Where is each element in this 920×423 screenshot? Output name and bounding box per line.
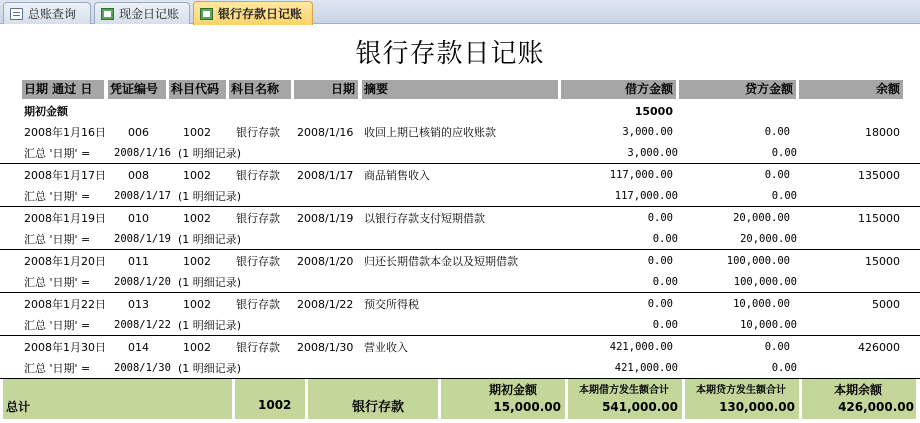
voucher-no: 010 [128,212,149,225]
tab-cash-journal[interactable] [94,2,190,24]
col-header-account-name: 科目名称 [229,80,291,99]
subtotal-date: 2008/1/30 [114,362,171,374]
document-tab-bar [0,0,920,24]
debit-amount: 421,000.00 [609,341,673,353]
footer-closing-label: 本期余额 [833,383,882,397]
subtotal-credit: 10,000.00 [740,319,797,331]
credit-amount: 0.00 [764,169,790,181]
opening-value: 15000 [634,105,673,118]
entry-summary: 营业收入 [364,341,408,354]
account-code: 1002 [183,169,211,182]
col-header-balance: 余额 [799,80,903,99]
balance-amount: 15000 [865,255,900,268]
report-icon [101,8,114,20]
footer-account-code: 1002 [258,398,292,412]
entry-summary: 收回上期已核销的应收账款 [364,126,496,139]
debit-amount: 117,000.00 [609,169,673,181]
entry-summary: 归还长期借款本金以及短期借款 [364,255,518,268]
group-date: 2008年1月22日 [24,298,106,311]
subtotal-label: 汇总 '日期' = [24,233,91,246]
subtotal-debit: 0.00 [652,276,678,288]
account-name: 银行存款 [236,126,280,139]
subtotal-count: (1 明细记录) [178,147,242,160]
group-date: 2008年1月17日 [24,169,106,182]
footer-credit-label: 本期贷方发生额合计 [696,385,786,396]
debit-amount: 0.00 [647,212,673,224]
account-name: 银行存款 [236,255,280,268]
opening-label: 期初金额 [24,105,68,118]
report-title: 银行存款日记账 [355,39,545,69]
col-header-date: 日期 [294,80,358,99]
col-header-debit: 借方金额 [561,80,676,99]
col-header-summary: 摘要 [362,80,558,99]
balance-amount: 426000 [858,341,900,354]
entry-summary: 商品销售收入 [364,169,430,182]
subtotal-debit: 0.00 [652,319,678,331]
group-divider [0,206,920,207]
footer-account-name: 银行存款 [352,400,405,415]
balance-amount: 5000 [872,298,900,311]
footer-cell-total [3,379,232,419]
group-divider [0,249,920,250]
subtotal-count: (1 明细记录) [178,233,242,246]
subtotal-credit: 0.00 [771,362,797,374]
account-code: 1002 [183,255,211,268]
footer-debit-label: 本期借方发生额合计 [579,385,669,396]
col-header-account-code: 科目代码 [169,80,226,99]
tab-label: 现金日记账 [119,7,180,21]
entry-date: 2008/1/30 [297,341,354,354]
account-code: 1002 [183,126,211,139]
subtotal-label: 汇总 '日期' = [24,319,91,332]
entry-date: 2008/1/22 [297,298,354,311]
credit-amount: 0.00 [764,341,790,353]
footer-debit-value: 541,000.00 [602,400,678,414]
col-header-voucher-no: 凭证编号 [108,80,166,99]
group-divider [0,335,920,336]
tab-bank-deposit-journal[interactable] [193,1,313,25]
entry-date: 2008/1/20 [297,255,354,268]
account-code: 1002 [183,298,211,311]
subtotal-label: 汇总 '日期' = [24,362,91,375]
account-code: 1002 [183,212,211,225]
col-header-credit: 贷方金额 [679,80,796,99]
voucher-no: 013 [128,298,149,311]
group-date: 2008年1月20日 [24,255,106,268]
subtotal-count: (1 明细记录) [178,319,242,332]
balance-amount: 18000 [865,126,900,139]
subtotal-label: 汇总 '日期' = [24,147,91,160]
credit-amount: 100,000.00 [726,255,790,267]
debit-amount: 0.00 [647,298,673,310]
subtotal-credit: 100,000.00 [733,276,797,288]
subtotal-credit: 0.00 [771,190,797,202]
voucher-no: 006 [128,126,149,139]
subtotal-label: 汇总 '日期' = [24,190,91,203]
footer-opening-value: 15,000.00 [493,400,561,414]
tab-label: 银行存款日记账 [218,7,303,21]
subtotal-date: 2008/1/17 [114,190,171,202]
subtotal-debit: 117,000.00 [614,190,678,202]
subtotal-debit: 421,000.00 [614,362,678,374]
credit-amount: 20,000.00 [733,212,790,224]
footer-closing-value: 426,000.00 [838,400,914,414]
balance-amount: 115000 [858,212,900,225]
col-header-date-group: 日期 通过 日 [22,80,104,99]
subtotal-date: 2008/1/16 [114,147,171,159]
credit-amount: 10,000.00 [733,298,790,310]
voucher-no: 008 [128,169,149,182]
group-date: 2008年1月19日 [24,212,106,225]
subtotal-count: (1 明细记录) [178,362,242,375]
voucher-no: 011 [128,255,149,268]
group-date: 2008年1月30日 [24,341,106,354]
balance-amount: 135000 [858,169,900,182]
tab-label: 总账查询 [28,7,77,21]
entry-date: 2008/1/19 [297,212,354,225]
account-name: 银行存款 [236,169,280,182]
subtotal-debit: 0.00 [652,233,678,245]
account-name: 银行存款 [236,212,280,225]
subtotal-debit: 3,000.00 [627,147,678,159]
debit-amount: 0.00 [647,255,673,267]
credit-amount: 0.00 [764,126,790,138]
account-name: 银行存款 [236,298,280,311]
entry-summary: 以银行存款支付短期借款 [364,212,485,225]
footer-credit-value: 130,000.00 [719,400,795,414]
subtotal-label: 汇总 '日期' = [24,276,91,289]
subtotal-date: 2008/1/20 [114,276,171,288]
debit-amount: 3,000.00 [622,126,673,138]
group-divider [0,163,920,164]
subtotal-date: 2008/1/22 [114,319,171,331]
subtotal-credit: 0.00 [771,147,797,159]
entry-summary: 预交所得税 [364,298,419,311]
account-code: 1002 [183,341,211,354]
account-name: 银行存款 [236,341,280,354]
voucher-no: 014 [128,341,149,354]
footer-total-label: 总计 [6,400,31,414]
entry-date: 2008/1/17 [297,169,354,182]
tab-ledger-query[interactable] [3,2,91,24]
report-icon [200,8,213,20]
subtotal-count: (1 明细记录) [178,276,242,289]
subtotal-credit: 20,000.00 [740,233,797,245]
footer-opening-label: 期初金额 [488,383,537,397]
query-icon [10,8,23,20]
group-divider [0,292,920,293]
entry-date: 2008/1/16 [297,126,354,139]
subtotal-count: (1 明细记录) [178,190,242,203]
subtotal-date: 2008/1/19 [114,233,171,245]
group-date: 2008年1月16日 [24,126,106,139]
